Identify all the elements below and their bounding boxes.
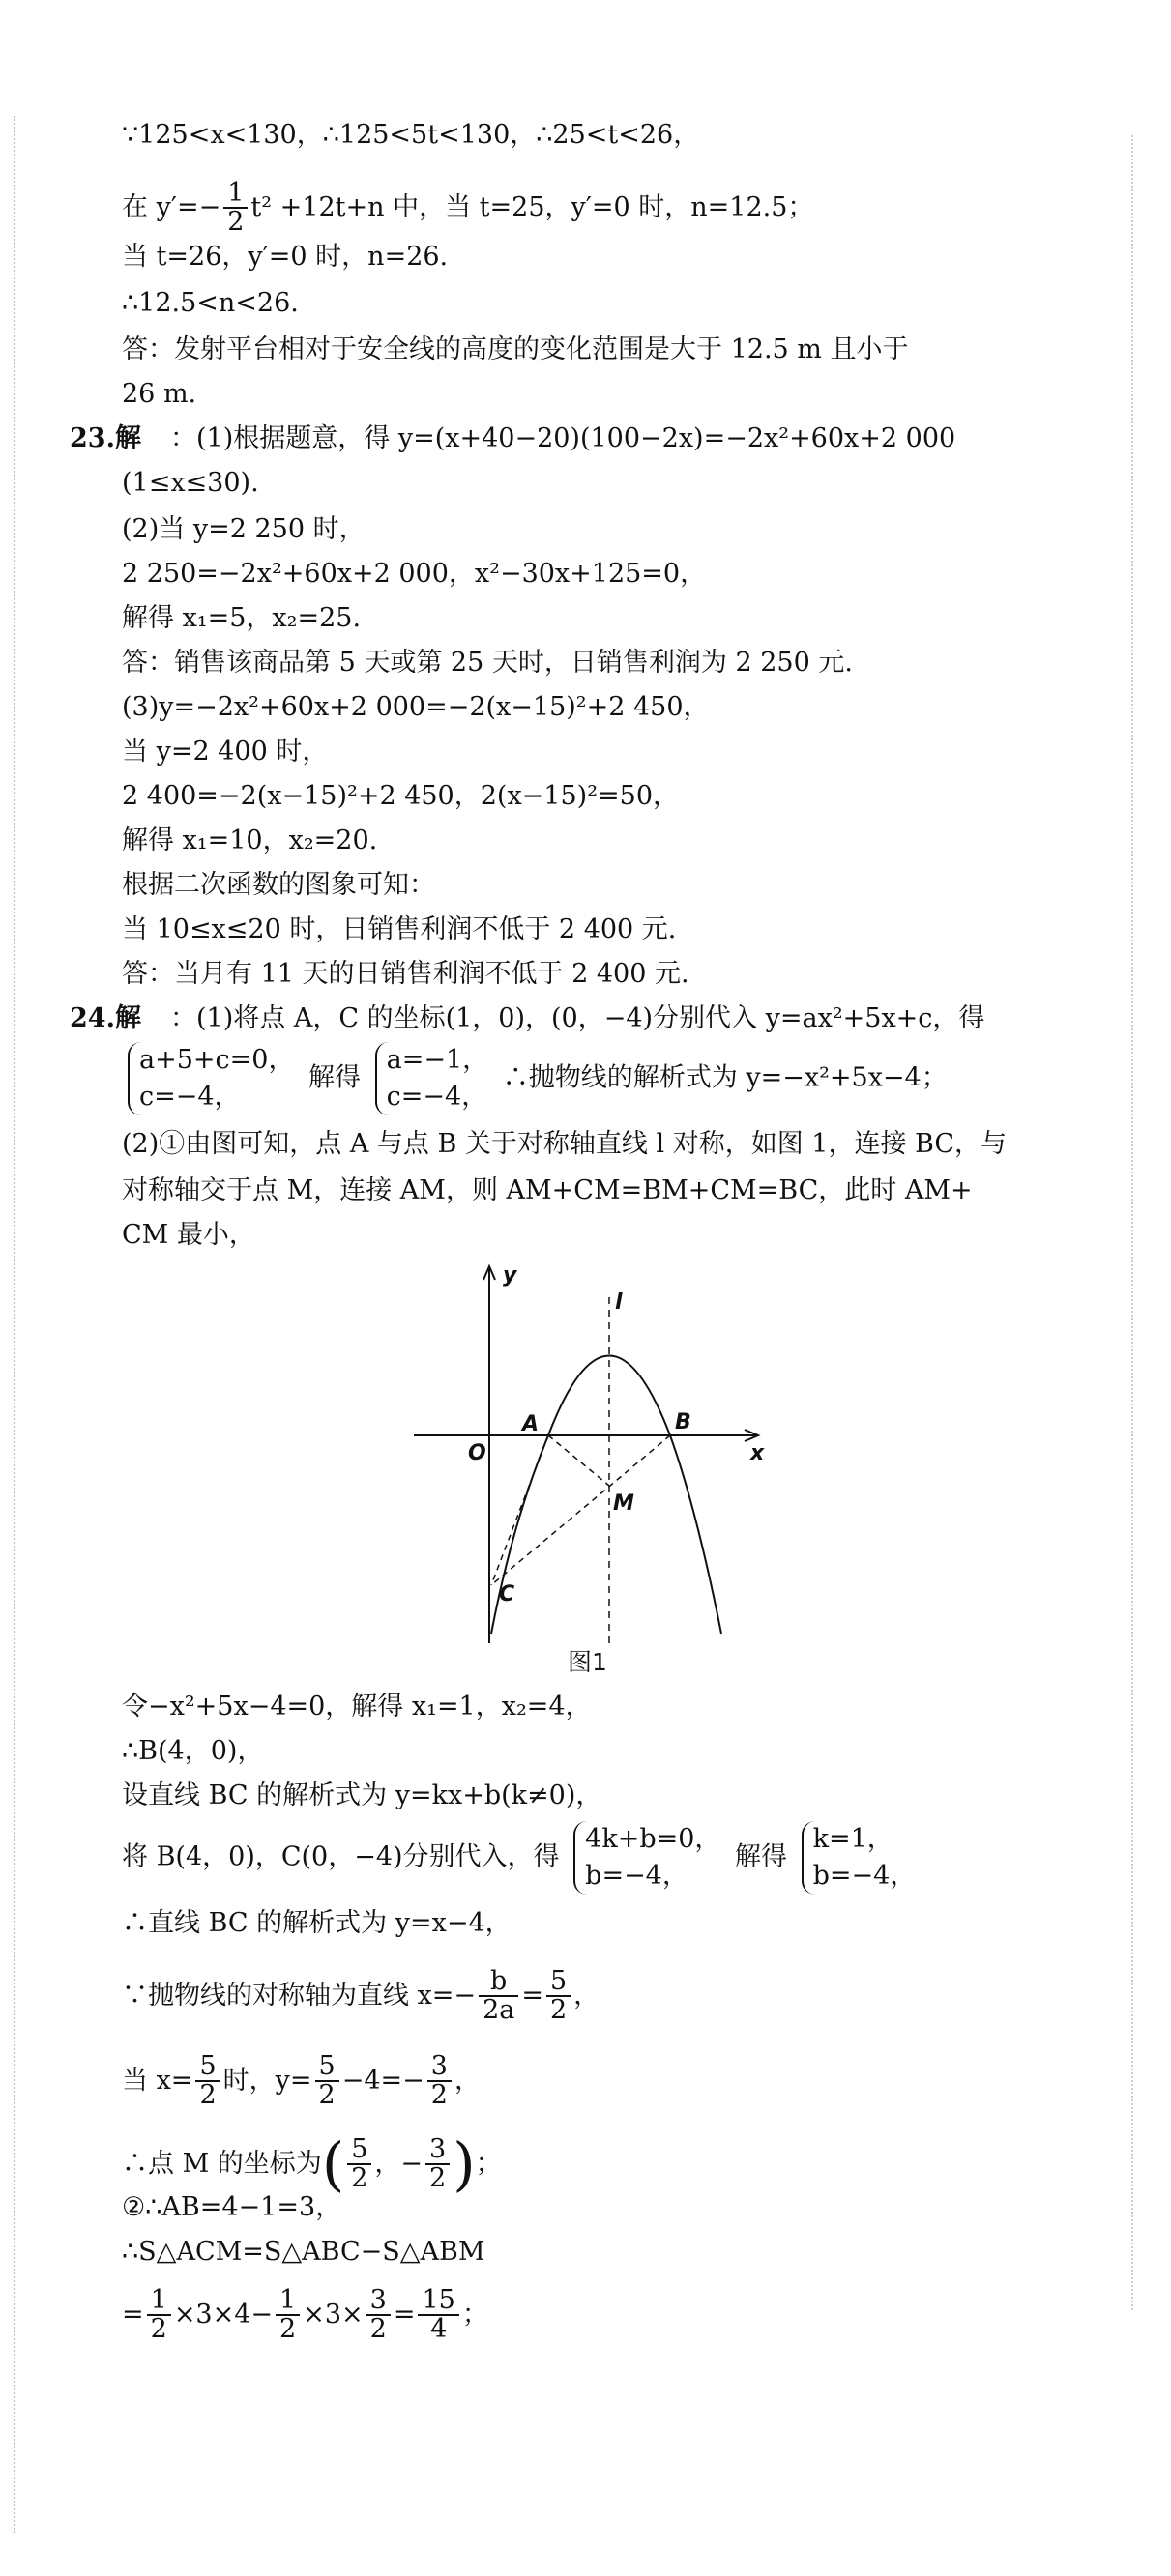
fraction: $\frac{1}{2}$ [223,180,248,237]
text-line: ：(1)根据题意，得 y=(x+40−20)(100−2x)=−2x²+60x+2 000 [170,423,956,453]
text-line: = $\frac{1}{2}$ ×3×4− $\frac{1}{2}$ ×3× $\frac{3}{2}$ = $\frac{15}{4}$ ； [122,2285,488,2345]
text-line: 答：当月有 11 天的日销售利润不低于 2 400 元. [122,959,689,989]
fraction: $\frac{3}{2}$ [425,2136,450,2193]
label-C: C [499,1582,515,1606]
text-line: 令−x²+5x−4=0，解得 x₁=1，x₂=4， [122,1692,592,1722]
text-line: 设直线 BC 的解析式为 y=kx+b(k≠0)， [122,1780,602,1810]
left-dotted-rule [14,116,15,2533]
text-line: 在 y′=− $\frac{1}{2}$ t² +12t+n 中，当 t=25，y′=0 时，n=12.5； [122,178,814,238]
question-number: 24.解 [70,1003,141,1033]
text-line: ∵125<x<130，∴125<5t<130，∴25<t<26， [122,120,700,150]
label-M: M [613,1491,634,1516]
segment-BC [491,1435,670,1585]
text-line: 当 10≤x≤20 时，日销售利润不低于 2 400 元. [122,914,677,944]
question-number: 23.解 [70,423,141,453]
text-line: 解得 x₁=10，x₂=20. [122,825,378,855]
text-line: ：(1)将点 A，C 的坐标(1，0)，(0，−4)分别代入 y=ax²+5x+c，得 [170,1003,985,1033]
label-O: O [468,1441,486,1465]
text-line: 2 250=−2x²+60x+2 000，x²−30x+125=0， [122,559,707,589]
fraction: $\frac{3}{2}$ [427,2053,452,2110]
label-y: y [503,1263,517,1288]
label-A: A [522,1412,540,1436]
figure-caption: 图1 [568,1648,607,1676]
equation-system: a+5+c=0， c=−4， [128,1042,294,1115]
text-line: CM 最小， [122,1220,255,1250]
text-line: 解得 x₁=5，x₂=25. [122,603,362,633]
fraction: $\frac{5}{2}$ [546,1968,571,2025]
fraction: $\frac{1}{2}$ [276,2287,300,2344]
text-line: (2)当 y=2 250 时， [122,514,366,544]
fraction: $\frac{b}{2a}$ [479,1968,518,2025]
text-line: ∴直线 BC 的解析式为 y=x−4， [122,1908,512,1938]
text-line: ∵抛物线的对称轴为直线 x=− $\frac{b}{2a}$ = $\frac{5}{2}$ ， [122,1966,600,2026]
fraction: $\frac{15}{4}$ [418,2287,458,2344]
fraction: $\frac{5}{2}$ [347,2136,371,2193]
segment-AC [491,1435,548,1585]
label-l: l [615,1290,623,1315]
text-line: (1≤x≤30). [122,468,259,498]
text-line: ∴B(4，0)， [122,1736,264,1766]
text-line: 当 t=26，y′=0 时，n=26. [122,242,449,272]
fraction: $\frac{3}{2}$ [366,2287,391,2344]
text-line: 根据二次函数的图象可知： [122,870,435,900]
text-line: ∴点 M 的坐标为( $\frac{5}{2}$ ，− $\frac{3}{2}$ )； [122,2130,502,2199]
text-line: 答：销售该商品第 5 天或第 25 天时，日销售利润为 2 250 元. [122,648,853,678]
text-line: 答：发射平台相对于安全线的高度的变化范围是大于 12.5 m 且小于 [122,334,909,364]
fraction: $\frac{5}{2}$ [195,2053,220,2110]
text-line: 当 y=2 400 时， [122,737,329,767]
right-dotted-rule [1131,135,1133,2310]
parabola-curve [491,1356,721,1635]
text-line: 对称轴交于点 M，连接 AM，则 AM+CM=BM+CM=BC，此时 AM+ [122,1175,973,1205]
equation-system: k=1， b=−4， [802,1821,917,1895]
fraction: $\frac{5}{2}$ [315,2053,339,2110]
text-line: 当 x= $\frac{5}{2}$ 时，y= $\frac{5}{2}$ −4=− $\frac{3}{2}$ ， [122,2051,481,2111]
text-line: ∴12.5<n<26. [122,288,299,318]
text-line: 将 B(4，0)，C(0，−4)分别代入，得 4k+b=0， b=−4， 解得 k=1， b=−4， [122,1821,922,1895]
text-line: 2 400=−2(x−15)²+2 450，2(x−15)²=50， [122,781,679,811]
text-line: a+5+c=0， c=−4， 解得 a=−1， c=−4， ∴抛物线的解析式为 y=−x²+5x−4； [122,1042,948,1115]
text-line: (3)y=−2x²+60x+2 000=−2(x−15)²+2 450， [122,692,710,722]
segment-AM [548,1435,609,1486]
label-B: B [675,1410,691,1434]
equation-system: 4k+b=0， b=−4， [573,1821,720,1895]
label-x: x [750,1441,765,1465]
text-line: ②∴AB=4−1=3， [122,2192,342,2222]
text-line: (2)①由图可知，点 A 与点 B 关于对称轴直线 l 对称，如图 1，连接 BC，与 [122,1129,1008,1159]
text-line: 26 m. [122,379,197,409]
text-line: ∴S△ACM=S△ABC−S△ABM [122,2237,485,2267]
equation-system: a=−1， c=−4， [375,1042,489,1115]
parabola-figure [406,1257,774,1663]
fraction: $\frac{1}{2}$ [147,2287,171,2344]
